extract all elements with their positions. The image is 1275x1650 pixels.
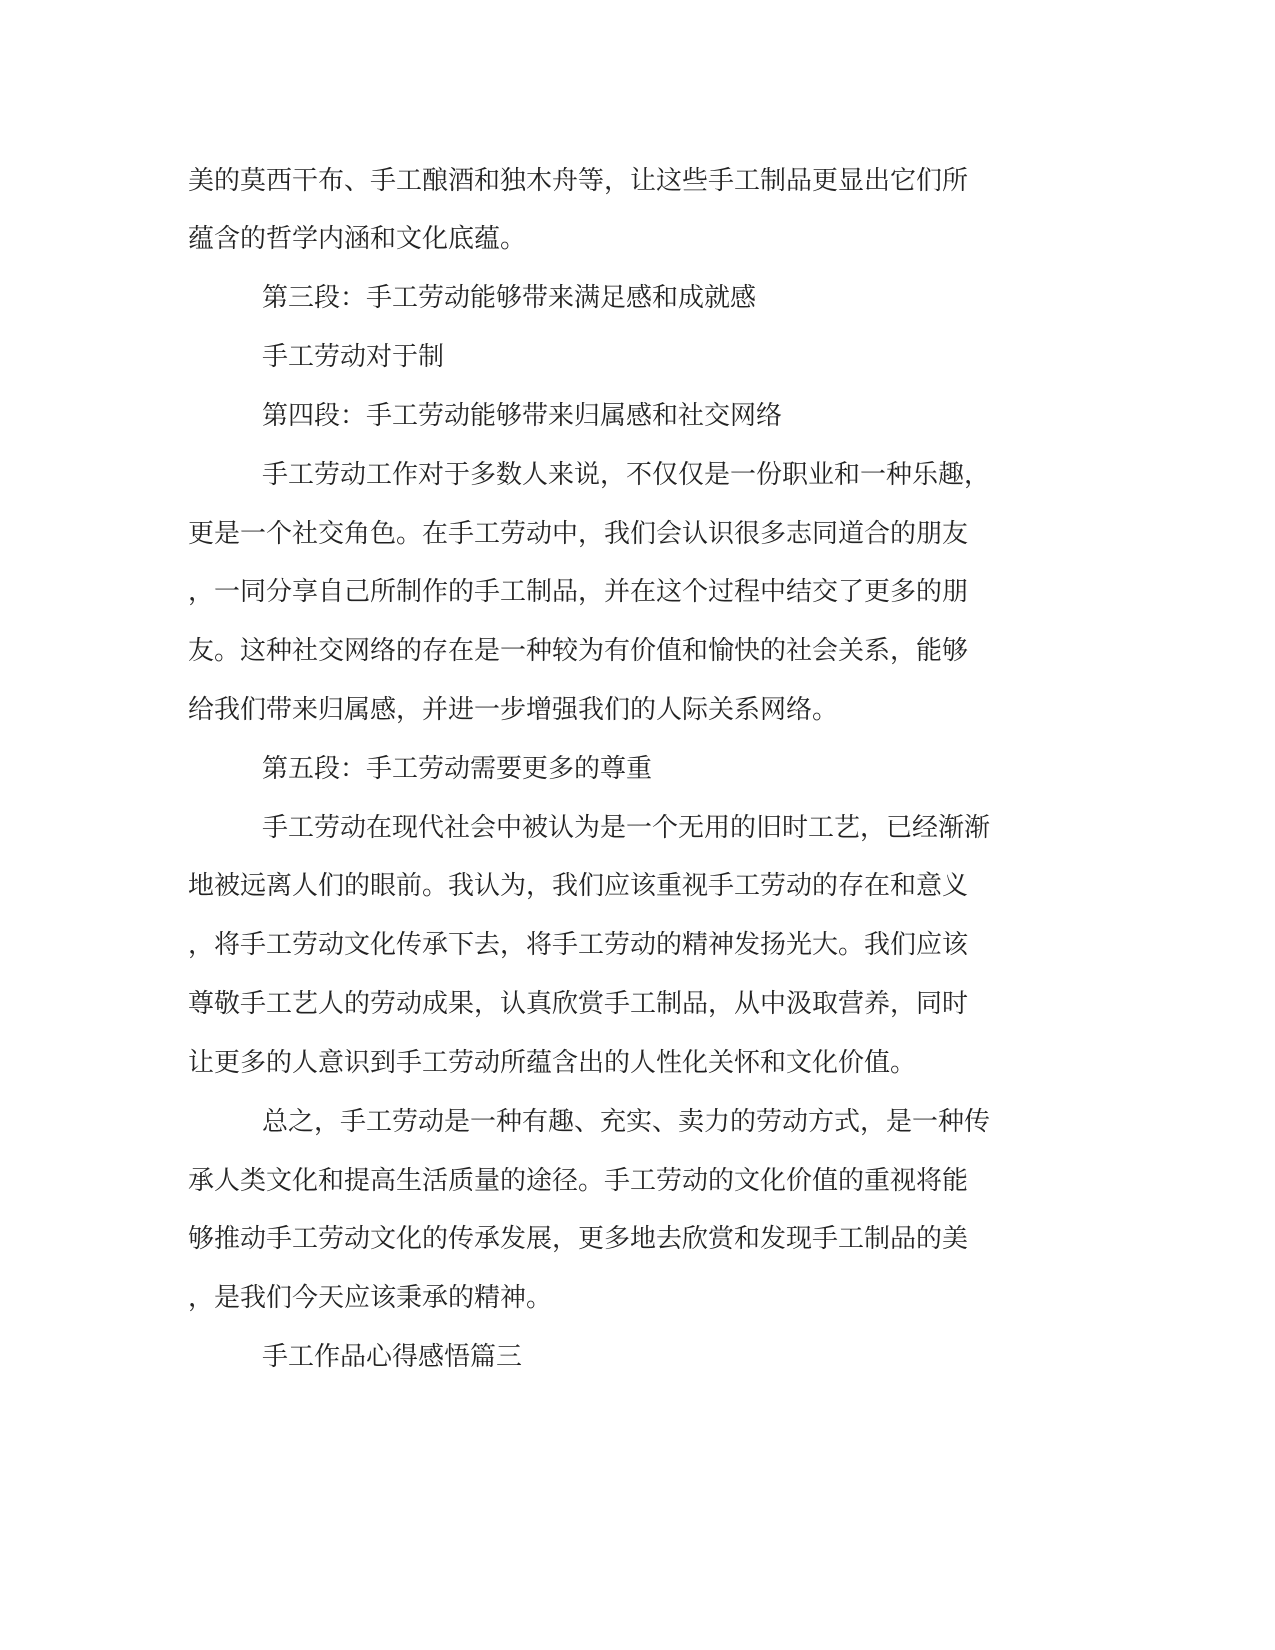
paragraph-line: 总之，手工劳动是一种有趣、充实、卖力的劳动方式，是一种传 — [262, 1107, 991, 1137]
paragraph-line: 手工劳动工作对于多数人来说，不仅仅是一份职业和一种乐趣， — [262, 460, 991, 490]
paragraph-line: 手工劳动在现代社会中被认为是一个无用的旧时工艺，已经渐渐 — [262, 813, 991, 843]
paragraph-line: 让更多的人意识到手工劳动所蕴含出的人性化关怀和文化价值。 — [188, 1048, 917, 1078]
paragraph-line: 承人类文化和提高生活质量的途径。手工劳动的文化价值的重视将能 — [188, 1166, 969, 1196]
section-heading: 第四段：手工劳动能够带来归属感和社交网络 — [262, 401, 783, 431]
paragraph-line: 友。这种社交网络的存在是一种较为有价值和愉快的社会关系，能够 — [188, 636, 969, 666]
paragraph-line: 够推动手工劳动文化的传承发展，更多地去欣赏和发现手工制品的美 — [188, 1224, 969, 1254]
paragraph-line: 更是一个社交角色。在手工劳动中，我们会认识很多志同道合的朋友 — [188, 519, 969, 549]
section-heading: 手工作品心得感悟篇三 — [262, 1342, 523, 1372]
paragraph-line: 地被远离人们的眼前。我认为，我们应该重视手工劳动的存在和意义 — [188, 871, 969, 901]
paragraph-line: 蕴含的哲学内涵和文化底蕴。 — [188, 224, 527, 254]
section-heading: 第五段：手工劳动需要更多的尊重 — [262, 754, 653, 784]
paragraph-line: 尊敬手工艺人的劳动成果，认真欣赏手工制品，从中汲取营养，同时 — [188, 989, 969, 1019]
paragraph-line: 美的莫西干布、手工酿酒和独木舟等，让这些手工制品更显出它们所 — [188, 166, 969, 196]
paragraph-line: ，是我们今天应该秉承的精神。 — [188, 1283, 553, 1313]
paragraph-line: ，将手工劳动文化传承下去，将手工劳动的精神发扬光大。我们应该 — [188, 930, 969, 960]
paragraph-line: 手工劳动对于制 — [262, 342, 445, 372]
paragraph-line: ，一同分享自己所制作的手工制品，并在这个过程中结交了更多的朋 — [188, 577, 969, 607]
paragraph-line: 给我们带来归属感，并进一步增强我们的人际关系网络。 — [188, 695, 839, 725]
section-heading: 第三段：手工劳动能够带来满足感和成就感 — [262, 283, 757, 313]
